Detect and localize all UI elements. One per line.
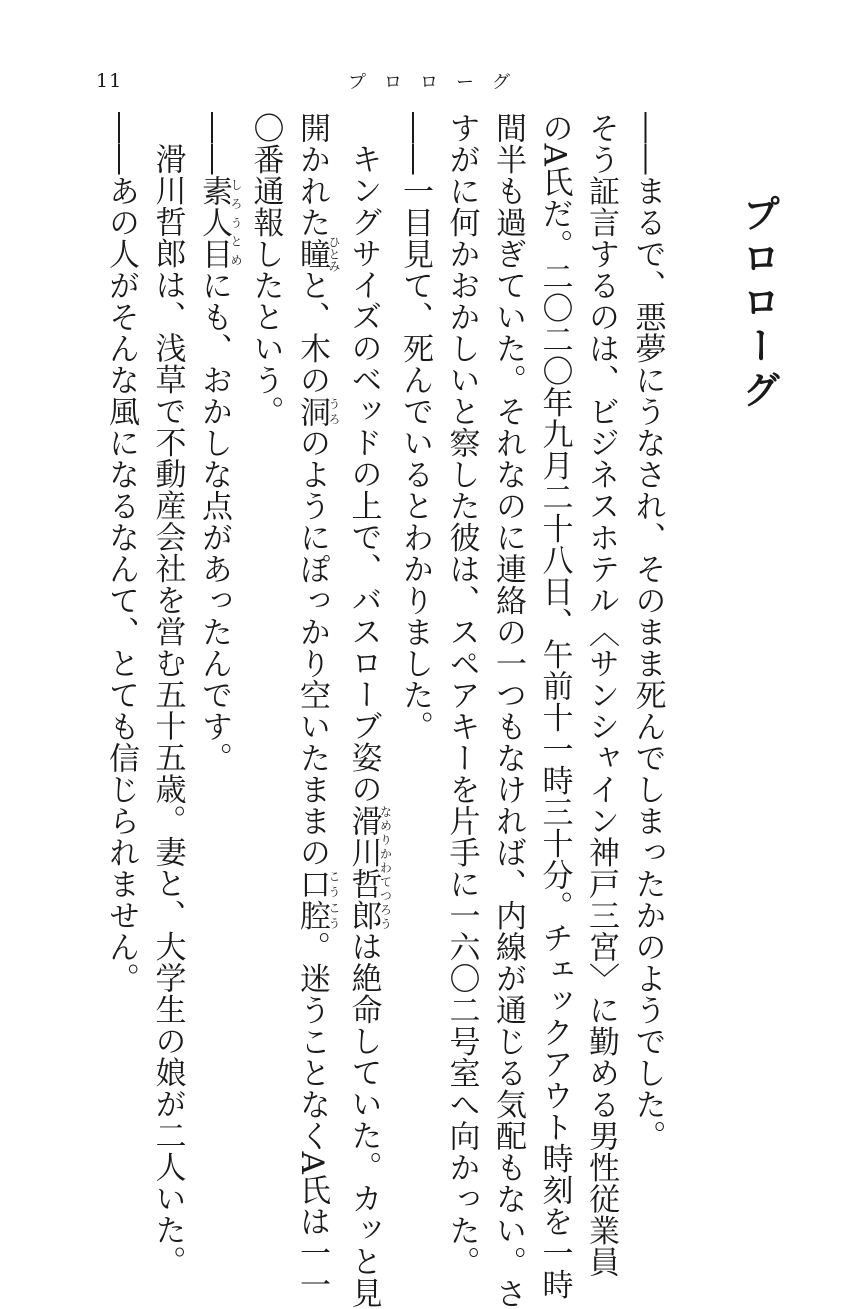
body-line-8-part-c: のようにぽっかり空いたままの xyxy=(294,427,330,868)
ruby-reading: うろ xyxy=(327,395,341,427)
body-line-1: ――まるで、悪夢にうなされ、そのまま死んでしまったかのようでした。 xyxy=(629,112,666,1152)
body-line-7 xyxy=(340,112,393,1309)
ruby-reading: こうこう xyxy=(327,868,341,931)
ruby-reading: しろうとめ xyxy=(229,175,243,270)
body-line-12: ――あの人がそんな風になるなんて、とても信じられません。 xyxy=(103,112,139,994)
ruby-koukou xyxy=(294,868,341,931)
ruby-uro xyxy=(294,395,341,428)
body-line-5: すがに何かおかしいと察した彼は、スペアキーを片手に一六〇二号室へ向かった。 xyxy=(443,112,480,1278)
body-line-4: 間半も過ぎていた。それなのに連絡の一つもなければ、内線が通じる気配もない。さ xyxy=(490,112,526,1309)
body-line-11: 滑川哲郎は、浅草で不動産会社を営む五十五歳。妻と、大学生の娘が二人いた。 xyxy=(149,143,186,1277)
vertical-text-body xyxy=(81,112,781,1309)
body-line-10-dash: ―― xyxy=(196,112,232,175)
ruby-base: 瞳 xyxy=(294,235,330,272)
ruby-reading: なめりかわてつろう xyxy=(378,804,393,931)
ruby-base: 洞 xyxy=(294,395,330,427)
body-line-6: ――一目見て、死んでいるとわかりました。 xyxy=(397,112,433,742)
page-number: 11 xyxy=(96,70,123,92)
body-line-10 xyxy=(191,112,243,1122)
chapter-title: プロローグ xyxy=(736,194,780,414)
ruby-base: 素人目 xyxy=(196,175,232,270)
ruby-shirotome xyxy=(196,175,243,270)
body-line-8-part-a: 開かれた xyxy=(294,112,330,238)
body-line-8-part-d: 。迷うことなくA氏は一一 xyxy=(294,931,330,1301)
ruby-reading: ひとみ xyxy=(327,235,341,272)
body-line-9: 〇番通報したという。 xyxy=(247,112,284,427)
ruby-name-namerikawa xyxy=(345,804,393,931)
body-line-2: そう証言するのは、ビジネスホテル〈サンシャイン神戸三宮〉に勤める男性従業員 xyxy=(583,112,619,1278)
ruby-hitomi xyxy=(294,235,341,272)
ruby-base: 滑川哲郎 xyxy=(345,804,382,931)
body-line-10-part-b: にも、おかしな点があったんです。 xyxy=(196,269,232,774)
body-line-7-part-b: は絶命していた。カッと見 xyxy=(345,930,382,1309)
body-line-3: のA氏だ。二〇二〇年九月二十八日、午前十一時三十分。チェックアウト時刻を一時 xyxy=(536,112,573,1301)
ruby-base: 口腔 xyxy=(294,868,330,931)
body-line-7-part-a: キングサイズのベッドの上で、バスローブ姿の xyxy=(345,143,382,805)
body-line-8-part-b: と、木の xyxy=(294,269,330,396)
body-line-8 xyxy=(289,112,341,1301)
running-head: プロローグ xyxy=(348,72,528,93)
